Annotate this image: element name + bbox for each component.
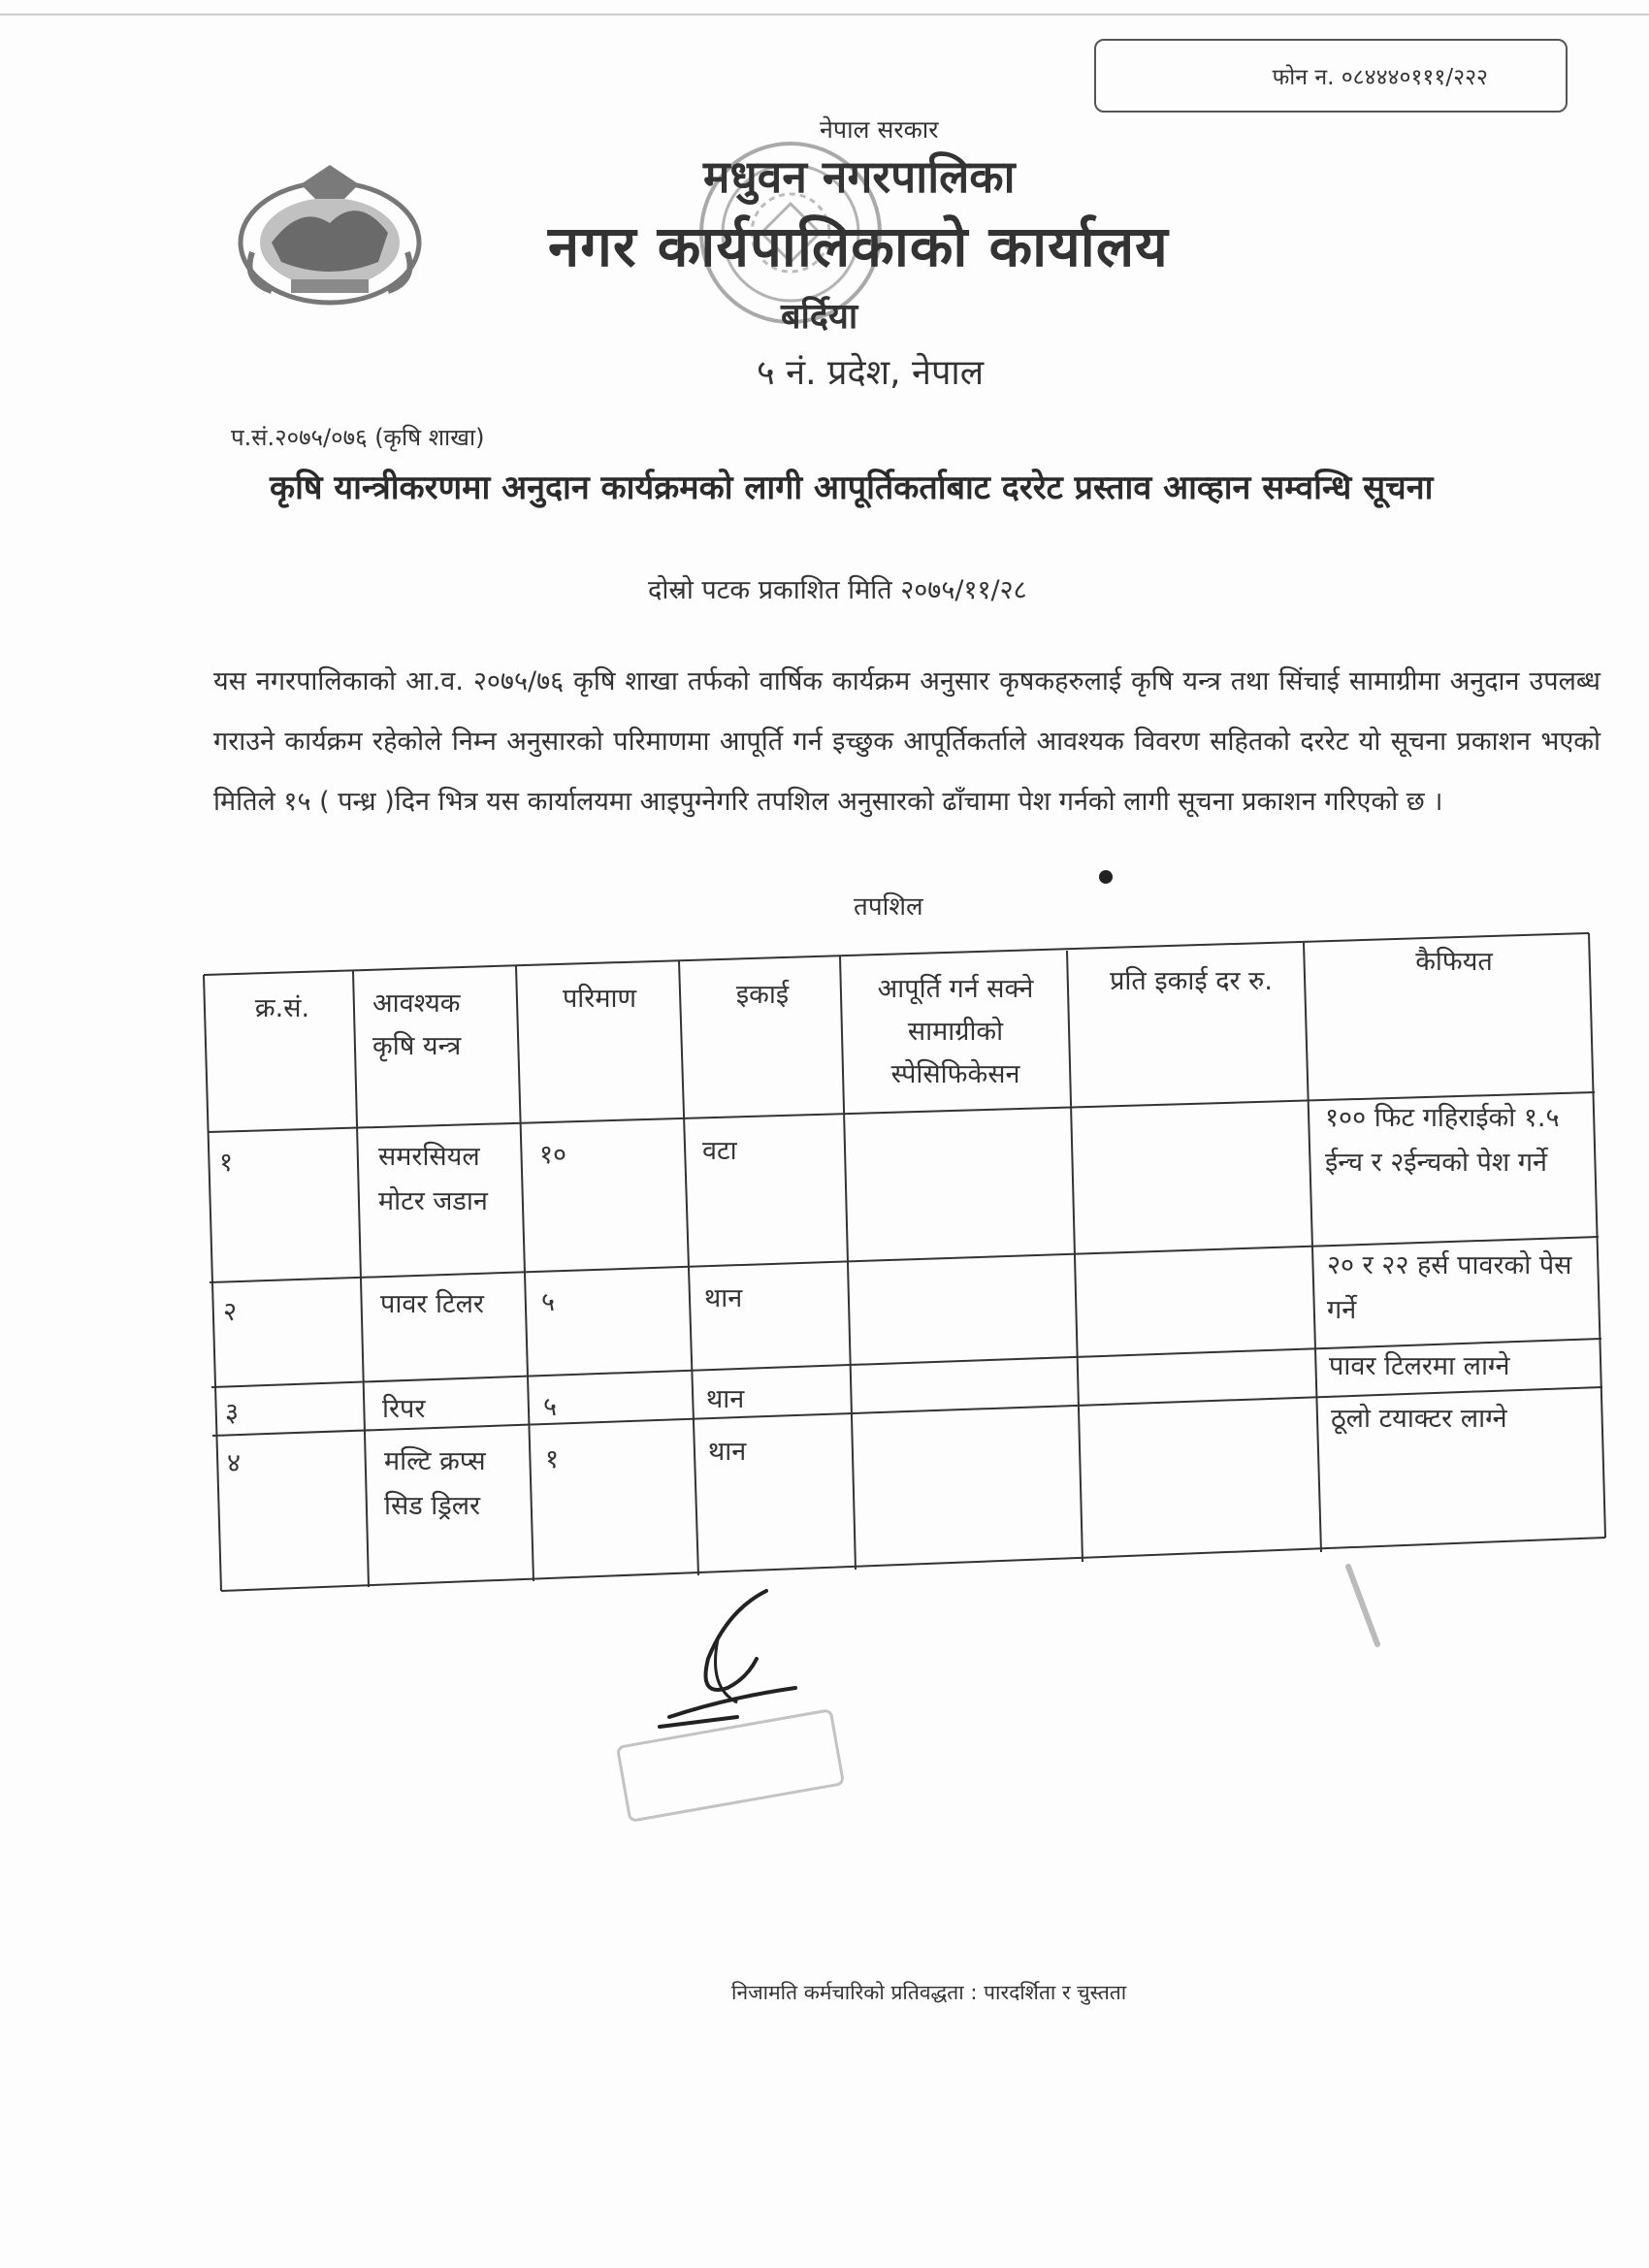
row3-item: रिपर (382, 1394, 426, 1424)
row2-unit: थान (704, 1283, 743, 1313)
row2-sn: २ (223, 1297, 238, 1327)
row3-qty: ५ (543, 1392, 558, 1422)
published-date: दोस्रो पटक प्रकाशित मिति २०७५/११/२८ (648, 575, 1027, 605)
row1-remarks: १०० फिट गहिराईको १.५ ईन्च र २ईन्चको पेश गर्ने (1325, 1103, 1560, 1178)
col-header-item: आवश्यक कृषि यन्त्र (372, 988, 462, 1061)
district-name: बर्दिया (781, 297, 858, 337)
col-header-rate: प्रति इकाई दर रु. (1110, 966, 1273, 996)
col-header-qty: परिमाण (562, 984, 637, 1014)
row1-qty: १० (539, 1140, 567, 1170)
row4-sn: ४ (227, 1448, 242, 1478)
row3-unit: थान (706, 1384, 745, 1414)
row4-qty: १ (545, 1444, 560, 1474)
schedule-title: तपशिल (854, 892, 923, 922)
row2-qty: ५ (541, 1287, 556, 1317)
government-label: नेपाल सरकार (820, 115, 939, 144)
col-header-remarks: कैफियत (1415, 947, 1493, 977)
phone-number: फोन न. ०८४४४०१११/२२२ (1272, 65, 1488, 90)
province-address: ५ नं. प्रदेश, नेपाल (757, 353, 985, 393)
row4-unit: थान (708, 1437, 747, 1467)
reference-number: प.सं.२०७५/०७६ (कृषि शाखा) (231, 424, 485, 451)
notice-body: यस नगरपालिकाको आ.व. २०७५/७६ कृषि शाखा तर्फको वार्षिक कार्यक्रम अनुसार कृषकहरुलाई कृषि यन्त्र तथा सिंचाई सामाग्रीमा अनुदान उपलब्ध गराउने कार्यक्रम रहेकोले निम्न अनुसारको परिमाणमा आपूर्ति गर्न इच्छुक आपूर्तिकर्ताले आवश्यक विवरण सहितको दररेट यो सूचना प्रकाशन भएको मितिले १५ ( पन्ध्र )दिन भित्र यस कार्यालयमा आइपुग्नेगरि तपशिल अनुसारको ढाँचामा पेश गर्नको लागी सूचना प्रकाशन गरिएको छ । (213, 666, 1600, 817)
footer-motto: निजामति कर्मचारिको प्रतिवद्धता : पारदर्शिता र चुस्तता (731, 1981, 1127, 2004)
row3-remarks: पावर टिलरमा लाग्ने (1329, 1351, 1510, 1381)
office-title: नगर कार्यपालिकाको कार्यालय (548, 213, 1169, 279)
handwritten-signature (611, 1581, 824, 1736)
notice-subject: कृषि यान्त्रीकरणमा अनुदान कार्यक्रमको लागी आपूर्तिकर्ताबाट दररेट प्रस्ताव आव्हान सम्वन्धि सूचना (270, 469, 1434, 507)
row1-item: समरसियल मोटर जडान (378, 1142, 488, 1216)
col-header-spec: आपूर्ति गर्न सक्ने सामाग्रीको स्पेसिफिकेसन (877, 974, 1034, 1089)
row1-sn: १ (219, 1148, 234, 1178)
row3-sn: ३ (225, 1398, 240, 1428)
municipality-name: मधुवन नगरपालिका (703, 150, 1016, 203)
row4-item: मल्टि क्रप्स सिड ड्रिलर (384, 1446, 486, 1521)
row1-unit: वटा (702, 1136, 737, 1166)
row4-remarks: ठूलो टयाक्टर लाग्ने (1331, 1404, 1507, 1434)
row2-item: पावर टिलर (380, 1289, 484, 1319)
col-header-sn: क्र.सं. (254, 993, 310, 1023)
row2-remarks: २० र २२ हर्स पावरको पेस गर्ने (1327, 1250, 1572, 1325)
scan-mark (1339, 1562, 1397, 1649)
col-header-unit: इकाई (735, 980, 790, 1010)
